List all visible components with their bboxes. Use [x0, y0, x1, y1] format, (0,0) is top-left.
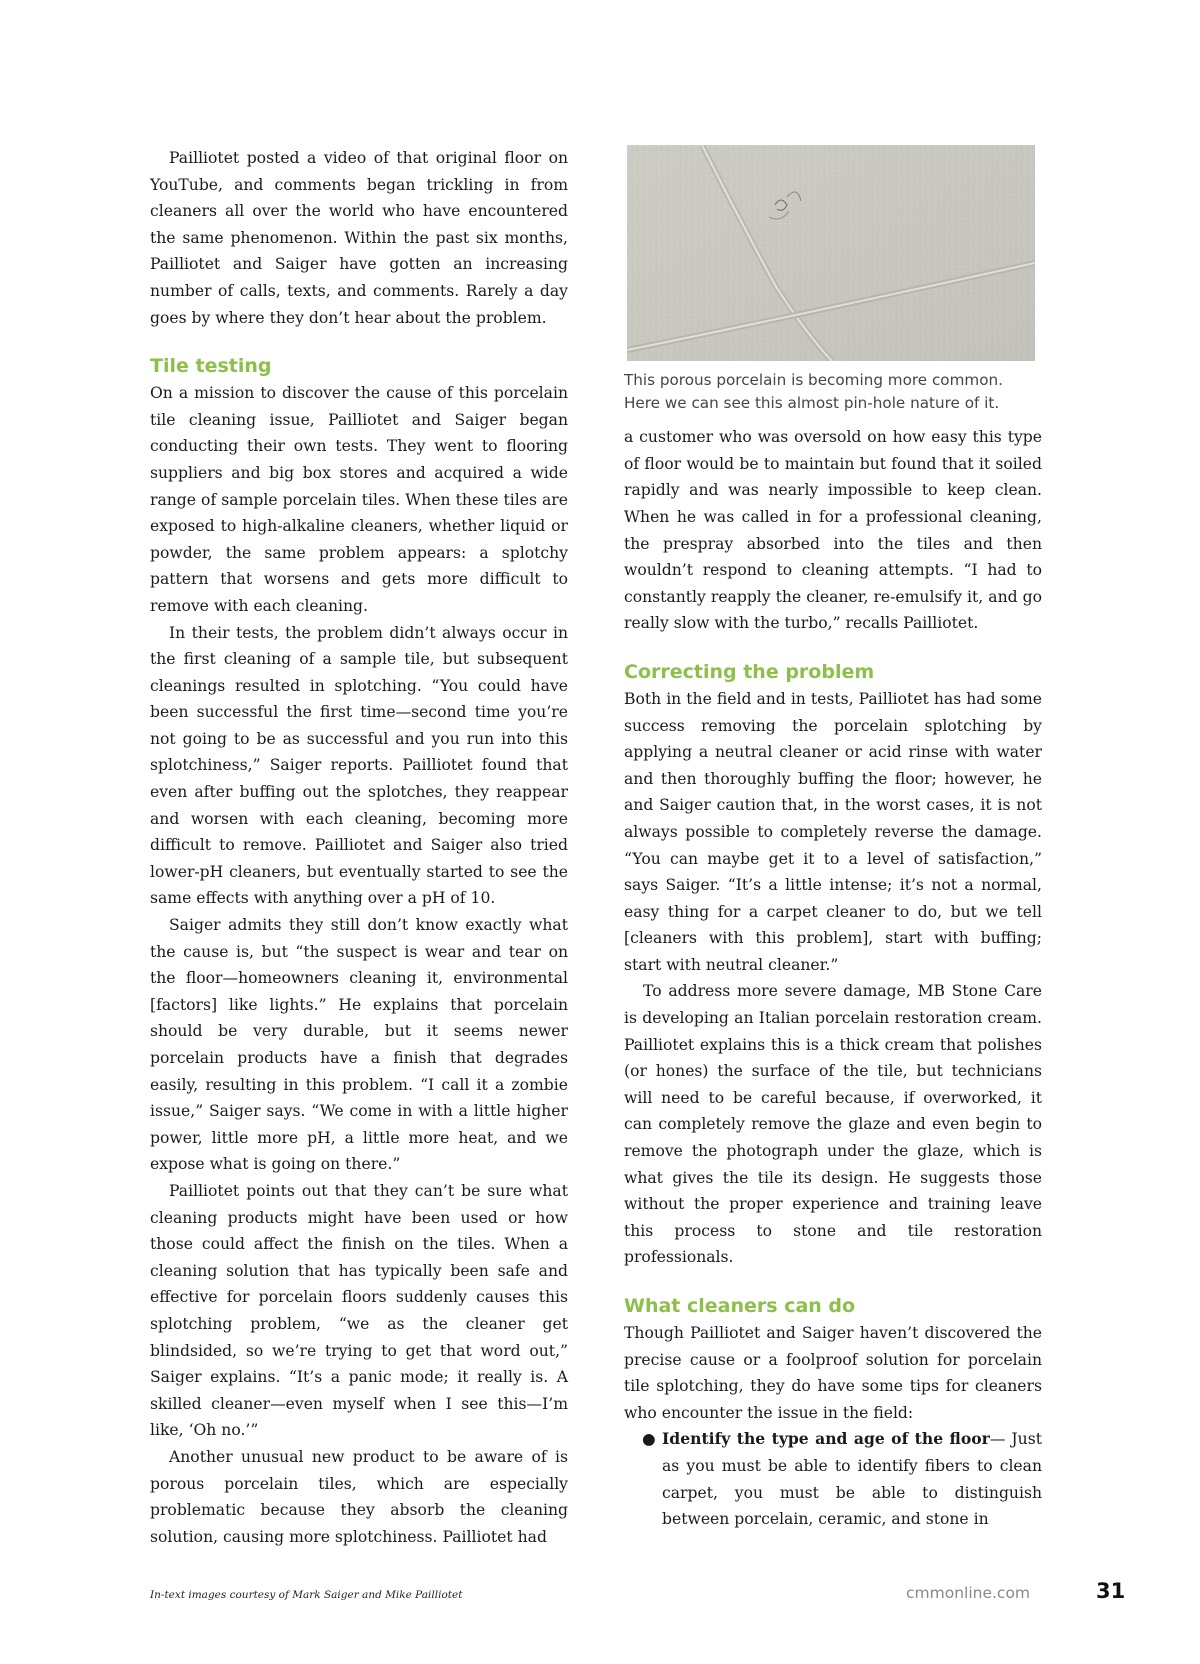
- porcelain-tile-photo: [627, 145, 1035, 361]
- right-column: [624, 145, 1042, 1533]
- paragraph: a customer who was oversold on how easy this type of floor would be to maintain but found that it soiled rapidly and was nearly impossible to keep clean. When he was called in for a professional cleaning, the prespray absorbed into the tiles and then wouldn’t respond to cleaning attempts. “I had to constantly reapply the cleaner, re-emulsify it, and go really slow with the turbo,” recalls Pailliotet.: [624, 428, 1042, 633]
- list-item: [642, 1426, 1042, 1532]
- bullet-icon: ●: [642, 1430, 656, 1449]
- section-heading-correcting-the-problem: Correcting the problem: [624, 660, 875, 683]
- paragraph: Though Pailliotet and Saiger haven’t discovered the precise cause or a foolproof solution for porcelain tile splotching, they do have some tips for cleaners who encounter the issue in the field:: [624, 1324, 1042, 1422]
- section-heading-what-cleaners-can-do: What cleaners can do: [624, 1295, 856, 1317]
- paragraph: Pailliotet points out that they can’t be sure what cleaning products might have been used or how those could affect the finish on the tiles. When a cleaning solution that has typically been safe and effective for porcelain floors suddenly causes this splotching problem, “we as the cleaner get blindsided, so we’re trying to get that word out,” Saiger explains. “It’s a panic mode; it really is. A skilled cleaner—even myself when I see this—I’m like, ‘Oh no.’”: [150, 1181, 568, 1440]
- tip-lead: Identify the type and age of the floor: [662, 1429, 990, 1449]
- left-column: [150, 145, 568, 1550]
- tips-list: [624, 1426, 1042, 1532]
- image-credit: In-text images courtesy of Mark Saiger and Mike Pailliotet: [150, 1589, 463, 1601]
- tip-text: — Just as you must be able to identify fibers to clean carpet, you must be able to distinguish between porcelain, ceramic, and stone in: [662, 1430, 1042, 1529]
- photo-caption: This porous porcelain is becoming more common. Here we can see this almost pin-hole nature of it.: [624, 371, 1003, 412]
- page-number: 31: [1096, 1579, 1126, 1603]
- section-heading-tile-testing: Tile testing: [150, 355, 272, 378]
- paragraph: To address more severe damage, MB Stone Care is developing an Italian porcelain restoration cream. Pailliotet explains this is a thick cream that polishes (or hones) the surface of the tile, but technicians will need to be careful because, if overworked, it can completely remove the glaze and even begin to remove the photograph under the glaze, which is what gives the tile its design. He suggests those without the proper experience and training leave this process to stone and tile restoration professionals.: [624, 982, 1042, 1267]
- paragraph: Both in the field and in tests, Pailliotet has had some success removing the porcelain splotching by applying a neutral cleaner or acid rinse with water and then thoroughly buffing the floor; however, he and Saiger caution that, in the worst cases, it is not always possible to completely reverse the damage. “You can maybe get it to a level of satisfaction,” says Saiger. “It’s a little intense; it’s not a normal, easy thing for a carpet cleaner to do, but we tell [cleaners with this problem], start with buffing; start with neutral cleaner.”: [624, 689, 1042, 974]
- paragraph: In their tests, the problem didn’t always occur in the first cleaning of a sample tile, but subsequent cleanings resulted in splotching. “You could have been successful the first time—second time you’re not going to be as successful and you run into this splotchiness,” Saiger reports. Pailliotet found that even after buffing out the splotches, they reappear and worsen with each cleaning, becoming more difficult to remove. Pailliotet and Saiger also tried lower-pH cleaners, but eventually started to see the same effects with anything over a pH of 10.: [150, 623, 568, 908]
- paragraph: Another unusual new product to be aware of is porous porcelain tiles, which are especially problematic because they absorb the cleaning solution, causing more splotchiness. Pailliotet had: [150, 1447, 568, 1546]
- paragraph: Pailliotet posted a video of that original floor on YouTube, and comments began trickling in from cleaners all over the world who have encountered the same phenomenon. Within the past six months, Pailliotet and Saiger have gotten an increasing number of calls, texts, and comments. Rarely a day goes by where they don’t hear about the problem.: [150, 149, 568, 327]
- paragraph: On a mission to discover the cause of this porcelain tile cleaning issue, Pailliotet and Saiger began conducting their own tests. They went to flooring suppliers and big box stores and acquired a wide range of sample porcelain tiles. When these tiles are exposed to high-alkaline cleaners, whether liquid or powder, the same problem appears: a splotchy pattern that worsens and gets more difficult to remove with each cleaning.: [150, 384, 568, 615]
- site-url: cmmonline.com: [906, 1584, 1031, 1602]
- paragraph: Saiger admits they still don’t know exactly what the cause is, but “the suspect is wear and tear on the floor—homeowners cleaning it, environmental [factors] like lights.” He explains that porcelain should be very durable, but it seems newer porcelain products have a finish that degrades easily, resulting in this problem. “I call it a zombie issue,” Saiger says. “We come in with a little higher power, little more pH, a little more heat, and we expose what is going on there.”: [150, 916, 568, 1174]
